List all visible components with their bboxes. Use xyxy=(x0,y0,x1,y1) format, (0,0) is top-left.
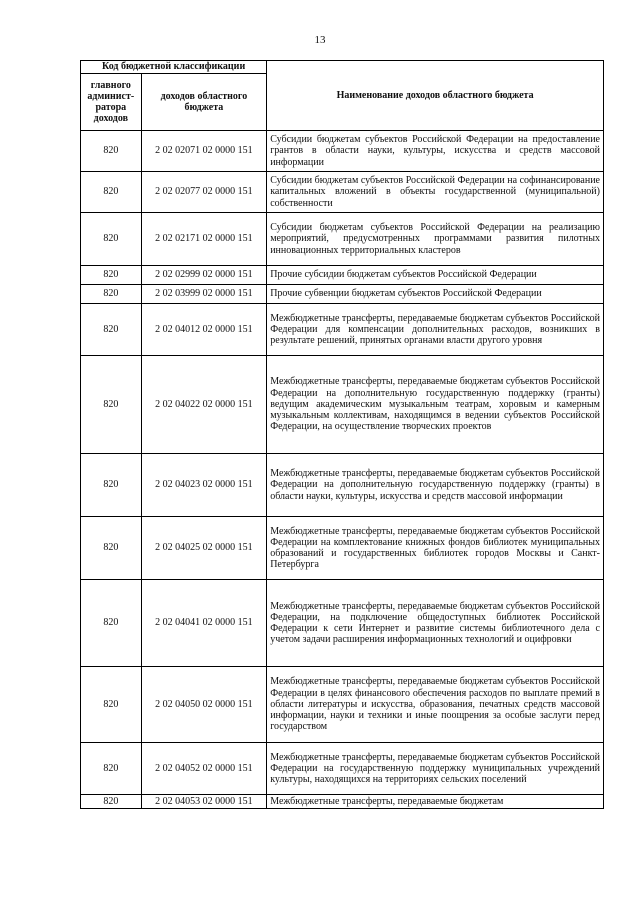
code-cell: 2 02 04012 02 0000 151 xyxy=(141,304,267,356)
table-row xyxy=(81,304,604,356)
admin-cell: 820 xyxy=(81,667,142,743)
name-cell: Межбюджетные трансферты, передаваемые бюджетам субъектов Российской Федерации на государственную поддержку муниципальных учреждений культуры, находящихся на территориях сельских поселений xyxy=(267,743,604,795)
code-cell: 2 02 04022 02 0000 151 xyxy=(141,356,267,454)
table-row xyxy=(81,285,604,304)
name-cell: Межбюджетные трансферты, передаваемые бюджетам субъектов Российской Федерации на комплектование книжных фондов библиотек муниципальных образований и государственных библиотек городов Москвы и Санкт-Петербурга xyxy=(267,517,604,580)
name-cell: Субсидии бюджетам субъектов Российской Федерации на софинансирование капитальных вложений в объекты государственной (муниципальной) собственности xyxy=(267,172,604,213)
table-row xyxy=(81,517,604,580)
name-cell: Межбюджетные трансферты, передаваемые бюджетам субъектов Российской Федерации, на подключение общедоступных библиотек Российской Федерации к сети Интернет и развитие системы библиотечного дела с учетом задачи расширения информационных технологий и оцифровки xyxy=(267,580,604,667)
name-cell: Межбюджетные трансферты, передаваемые бюджетам субъектов Российской Федерации на дополнительную государственную поддержку (гранты) в области науки, культуры, искусства и средств массовой информации xyxy=(267,454,604,517)
table-body xyxy=(81,131,604,809)
code-cell: 2 02 04052 02 0000 151 xyxy=(141,743,267,795)
admin-cell: 820 xyxy=(81,743,142,795)
code-cell: 2 02 02077 02 0000 151 xyxy=(141,172,267,213)
code-cell: 2 02 04023 02 0000 151 xyxy=(141,454,267,517)
admin-cell: 820 xyxy=(81,454,142,517)
name-cell: Субсидии бюджетам субъектов Российской Федерации на реализацию мероприятий, предусмотренных программами развития пилотных инновационных территориальных кластеров xyxy=(267,213,604,266)
admin-cell: 820 xyxy=(81,356,142,454)
admin-cell: 820 xyxy=(81,172,142,213)
code-cell: 2 02 04041 02 0000 151 xyxy=(141,580,267,667)
code-cell: 2 02 02999 02 0000 151 xyxy=(141,266,267,285)
table-row xyxy=(81,454,604,517)
table-row xyxy=(81,743,604,795)
page-number: 13 xyxy=(314,34,326,46)
header-admin: главного админист-ратора доходов xyxy=(81,74,142,131)
table-row xyxy=(81,131,604,172)
admin-cell: 820 xyxy=(81,304,142,356)
table-row xyxy=(81,172,604,213)
name-cell: Межбюджетные трансферты, передаваемые бюджетам субъектов Российской Федерации на дополнительную государственную поддержку (гранты) ведущим академическим музыкальным театрам, хоровым и камерным музыкальным коллективам, находящимся в ведении субъектов Российской Федерации, на осуществление творческих проектов xyxy=(267,356,604,454)
admin-cell: 820 xyxy=(81,580,142,667)
code-cell: 2 02 03999 02 0000 151 xyxy=(141,285,267,304)
code-cell: 2 02 04053 02 0000 151 xyxy=(141,795,267,809)
budget-classification-table xyxy=(80,60,604,809)
code-cell: 2 02 04025 02 0000 151 xyxy=(141,517,267,580)
name-cell: Прочие субсидии бюджетам субъектов Российской Федерации xyxy=(267,266,604,285)
admin-cell: 820 xyxy=(81,213,142,266)
table-row xyxy=(81,213,604,266)
table-row xyxy=(81,795,604,809)
table-row xyxy=(81,266,604,285)
name-cell: Межбюджетные трансферты, передаваемые бюджетам xyxy=(267,795,604,809)
name-cell: Субсидии бюджетам субъектов Российской Федерации на предоставление грантов в области науки, культуры, искусства и средств массовой информации xyxy=(267,131,604,172)
code-cell: 2 02 04050 02 0000 151 xyxy=(141,667,267,743)
code-cell: 2 02 02171 02 0000 151 xyxy=(141,213,267,266)
admin-cell: 820 xyxy=(81,266,142,285)
code-cell: 2 02 02071 02 0000 151 xyxy=(141,131,267,172)
name-cell: Межбюджетные трансферты, передаваемые бюджетам субъектов Российской Федерации в целях финансового обеспечения расходов по выплате премий в области литературы и искусства, образования, печатных средств массовой информации, науки и техники и иные поощрения за особые заслуги перед государством xyxy=(267,667,604,743)
admin-cell: 820 xyxy=(81,285,142,304)
admin-cell: 820 xyxy=(81,131,142,172)
table-row xyxy=(81,667,604,743)
admin-cell: 820 xyxy=(81,517,142,580)
group-header: Код бюджетной классификации xyxy=(81,61,267,74)
name-cell: Межбюджетные трансферты, передаваемые бюджетам субъектов Российской Федерации для компенсации дополнительных расходов, возникших в результате решений, принятых органами власти другого уровня xyxy=(267,304,604,356)
admin-cell: 820 xyxy=(81,795,142,809)
header-name: Наименование доходов областного бюджета xyxy=(267,61,604,131)
name-cell: Прочие субвенции бюджетам субъектов Российской Федерации xyxy=(267,285,604,304)
table-row xyxy=(81,580,604,667)
header-code: доходов областного бюджета xyxy=(141,74,267,131)
table-row xyxy=(81,356,604,454)
